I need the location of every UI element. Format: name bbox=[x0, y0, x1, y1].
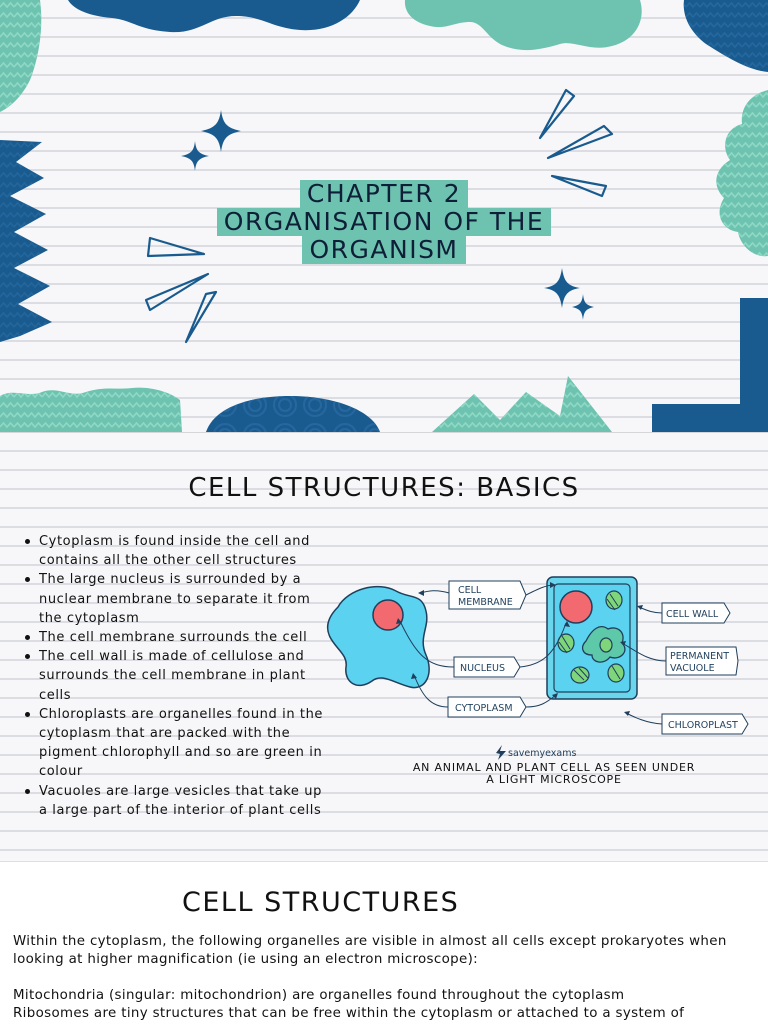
bullet-list bbox=[22, 532, 332, 820]
brand-text: savemyexams bbox=[508, 748, 577, 759]
list-item: The cell wall is made of cellulose and surrounds the cell membrane in plant cells bbox=[22, 647, 332, 705]
label-cell-membrane: MEMBRANE bbox=[458, 597, 513, 608]
navy-blob-top bbox=[68, 0, 360, 32]
cell-structures-slide bbox=[0, 861, 768, 1025]
cell-basics-slide bbox=[0, 432, 768, 861]
body-text bbox=[13, 933, 758, 1023]
text-line: looking at higher magnification (ie using an electron microscope): bbox=[13, 952, 479, 967]
caption-line: AN ANIMAL AND PLANT CELL AS SEEN UNDER bbox=[412, 761, 696, 774]
caption-line: A LIGHT MICROSCOPE bbox=[486, 773, 622, 786]
sparkle-icon bbox=[201, 110, 241, 152]
text-line: Ribosomes are tiny structures that can be free within the cytoplasm or attached to a system of bbox=[13, 1006, 685, 1021]
figure-caption bbox=[374, 762, 734, 786]
chapter-title bbox=[0, 180, 768, 264]
label-vacuole: VACUOLE bbox=[670, 663, 715, 674]
text-line: Mitochondria (singular: mitochondrion) are organelles found throughout the cytoplasm bbox=[13, 988, 625, 1003]
list-item: Cytoplasm is found inside the cell and contains all the other cell structures bbox=[22, 532, 332, 570]
navy-dome-bottom bbox=[206, 396, 380, 432]
navy-L-shape bbox=[652, 298, 768, 432]
label-chloroplast: CHLOROPLAST bbox=[668, 720, 738, 731]
teal-blob-top-center bbox=[405, 0, 642, 50]
list-item: The cell membrane surrounds the cell bbox=[22, 628, 332, 647]
label-nucleus: NUCLEUS bbox=[460, 663, 505, 674]
sparkle-icon bbox=[181, 141, 209, 171]
list-item: Vacuoles are large vesicles that take up a large part of the interior of plant cells bbox=[22, 782, 332, 820]
sparkle-icon bbox=[572, 294, 594, 320]
animal-cell bbox=[328, 587, 430, 688]
label-cell-wall: CELL WALL bbox=[666, 609, 719, 620]
chapter-title-line: ORGANISM bbox=[302, 236, 465, 264]
animal-nucleus bbox=[373, 600, 403, 630]
teal-blob-top-left bbox=[0, 0, 41, 112]
title-slide bbox=[0, 0, 768, 432]
lightning-icon bbox=[496, 745, 506, 760]
cell-diagram bbox=[318, 563, 758, 773]
slide-title: CELL STRUCTURES: BASICS bbox=[188, 473, 580, 503]
plant-nucleus bbox=[560, 591, 592, 623]
list-item: The large nucleus is surrounded by a nuclear membrane to separate it from the cytoplasm bbox=[22, 570, 332, 628]
chapter-title-line: CHAPTER 2 bbox=[300, 180, 468, 208]
chapter-title-line: ORGANISATION OF THE bbox=[217, 208, 551, 236]
chloroplast bbox=[600, 638, 612, 652]
slide-title: CELL STRUCTURES bbox=[182, 887, 460, 918]
savemyexams-logo bbox=[496, 745, 576, 760]
label-cytoplasm: CYTOPLASM bbox=[455, 703, 513, 714]
sparkle-icon bbox=[544, 268, 580, 308]
navy-blob-top-right bbox=[684, 0, 768, 72]
label-vacuole: PERMANENT bbox=[670, 651, 730, 662]
label-cell-membrane: CELL bbox=[458, 585, 482, 596]
text-line: Within the cytoplasm, the following organelles are visible in almost all cells except prokaryotes when bbox=[13, 934, 727, 949]
list-item: Chloroplasts are organelles found in the cytoplasm that are packed with the pigment chlorophyll and so are green in colour bbox=[22, 705, 332, 782]
